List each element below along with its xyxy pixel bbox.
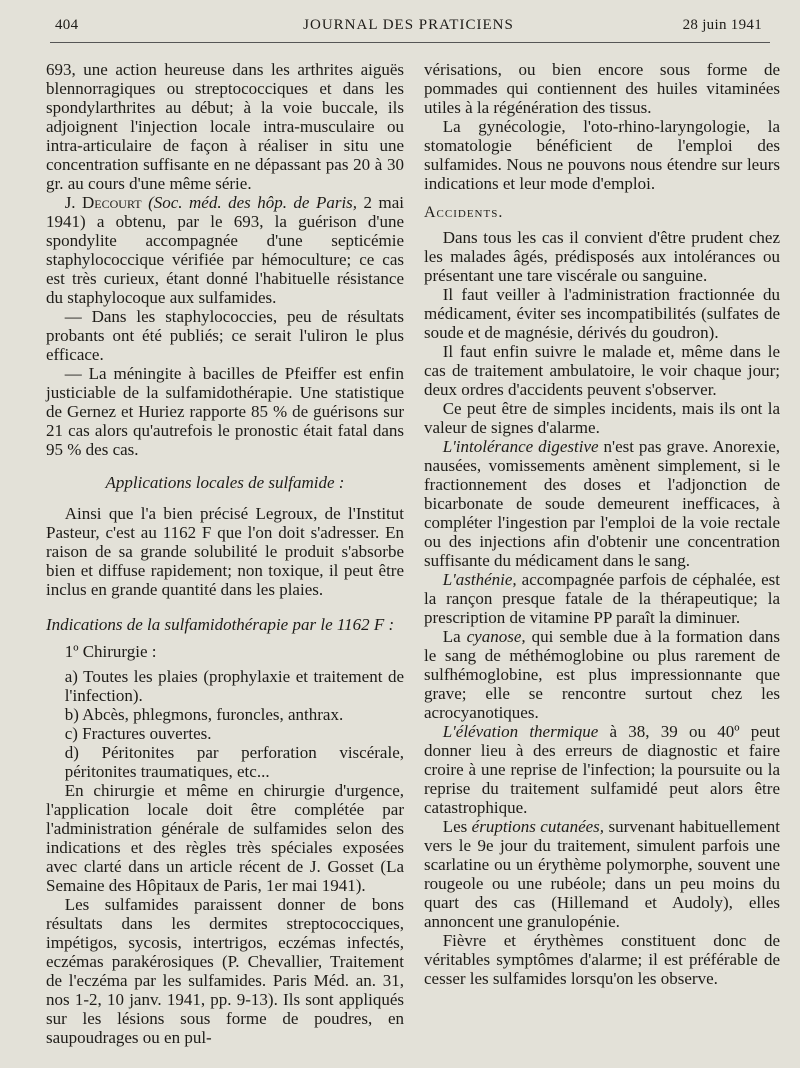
section-heading: Accidents. — [424, 204, 504, 221]
list-item: a) Toutes les plaies (prophylaxie et traitement de l'infection). — [64, 667, 404, 705]
paragraph: L'élévation thermique à 38, 39 ou 40º peut donner lieu à des erreurs de diagnostic et faire croire à une reprise de l'infection; la poursuite ou la reprise du traitement sulfamidé peut alors être catastrophique. — [424, 722, 780, 817]
paragraph: Les éruptions cutanées, survenant habituellement vers le 9e jour du traitement, simulent parfois une scarlatine ou un érythème polymorphe, souvent une rougeole ou une rubéole; dans un peu moins du quart des cas (Hillemand et Audoly), elles annoncent une granulopénie. — [424, 817, 780, 931]
section-heading: Applications locales de sulfamide : — [105, 473, 345, 492]
list-item: b) Abcès, phlegmons, furoncles, anthrax. — [64, 705, 344, 724]
page-header — [55, 17, 762, 39]
paragraph: L'intolérance digestive n'est pas grave. Anorexie, nausées, vomissements amènent simplement, si le fractionnement des doses et l'adjonction de bicarbonate de soude demeurent inefficaces, à compléter l'ingestion par l'emploi de la voie rectale ou des injections afin d'obtenir une concentration suffisante du médicament dans le sang. — [424, 437, 780, 570]
section-heading: Indications de la sulfamidothérapie par le 1162 F : — [46, 615, 395, 634]
paragraph: En chirurgie et même en chirurgie d'urgence, l'application locale doit être complétée par l'administration générale de sulfamides selon des indications et des règles très spéciales exposées avec clarté dans un article récent de J. Gosset (La Semaine des Hôpitaux de Paris, 1er mai 1941). — [46, 781, 404, 895]
paragraph: L'asthénie, accompagnée parfois de céphalée, est la rançon presque fatale de la thérapeutique; la prescription de vitamine PP paraît la diminuer. — [424, 570, 780, 627]
list-item: c) Fractures ouvertes. — [64, 724, 212, 743]
paragraph: 693, une action heureuse dans les arthrites aiguës blennorragiques ou streptococciques et dans les spondylarthrites au début; à la voie buccale, ils adjoignent l'injection locale intra-musculaire ou intra-articulaire de façon à réaliser in situ une concentration suffisante en ne dépassant pas 20 à 30 gr. au cours d'une même série. — [46, 60, 404, 193]
paragraph: Dans tous les cas il convient d'être prudent chez les malades âgés, prédisposés aux intolérances ou présentant une tare viscérale ou sanguine. — [424, 228, 780, 285]
paragraph: Fièvre et érythèmes constituent donc de véritables symptômes d'alarme; il est préférable de cesser les sulfamides lorsqu'on les observe. — [424, 931, 780, 988]
list-heading: 1º Chirurgie : — [64, 642, 157, 661]
paragraph: Ainsi que l'a bien précisé Legroux, de l'Institut Pasteur, c'est au 1162 F que l'on doit s'adresser. En raison de sa grande solubilité le produit s'absorbe bien et diffuse rapidement; non toxique, il peut être inclus en grande quantité dans les plaies. — [46, 504, 404, 599]
issue-date: 28 juin 1941 — [682, 17, 762, 33]
paragraph: La gynécologie, l'oto-rhino-laryngologie, la stomatologie bénéficient de l'emploi des sulfamides. Nous ne pouvons nous étendre sur leurs indications et leur mode d'emploi. — [424, 117, 780, 193]
list-item: d) Péritonites par perforation viscérale, péritonites traumatiques, etc... — [64, 743, 404, 781]
term: L'intolérance digestive — [442, 437, 599, 456]
paragraph: — La méningite à bacilles de Pfeiffer est enfin justiciable de la sulfamidothérapie. Une statistique de Gernez et Huriez rapporte 85 % de guérisons sur 21 cas alors qu'autrefois le pronostic était fatal dans 95 % des cas. — [46, 364, 404, 459]
paragraph: Les sulfamides paraissent donner de bons résultats dans les dermites streptococciques, impétigos, sycosis, intertrigos, eczémas infectés, eczémas parakérosiques (P. Chevallier, Traitement de l'eczéma par les sulfamides. Paris Méd. an. 31, nos 1-2, 10 janv. 1941, pp. 9-13). Ils sont appliqués sur les lésions sous forme de poudres, en saupoudrages ou en pul- — [46, 895, 404, 1047]
journal-title: JOURNAL DES PRATICIENS — [303, 17, 514, 33]
paragraph: vérisations, ou bien encore sous forme de pommades qui contiennent des huiles vitaminées utiles à la régénération des tissus. — [424, 60, 780, 117]
author-name: J. Decourt — [64, 193, 142, 212]
citation: (Soc. méd. des hôp. de Paris, — [148, 193, 358, 212]
term: L'asthénie, — [442, 570, 517, 589]
paragraph: Il faut veiller à l'administration fractionnée du médicament, éviter ses incompatibilités (sulfates de soude et de magnésie, dérivés du goudron). — [424, 285, 780, 342]
term: L'élévation thermique — [442, 722, 599, 741]
paragraph: Ce peut être de simples incidents, mais ils ont la valeur de signes d'alarme. — [424, 399, 780, 437]
left-column — [46, 60, 404, 1047]
term: éruptions cutanées, — [471, 817, 605, 836]
paragraph: La cyanose, qui semble due à la formation dans le sang de méthémoglobine ou plus rarement de sulfhémoglobine, est plus impressionnante que grave; elle se rencontre surtout chez les acrocyanotiques. — [424, 627, 780, 722]
header-rule — [50, 42, 770, 43]
right-column — [424, 60, 780, 988]
page-number: 404 — [55, 17, 79, 33]
paragraph: — Dans les staphylococcies, peu de résultats probants ont été publiés; ce serait l'uliron le plus efficace. — [46, 307, 404, 364]
paragraph: Il faut enfin suivre le malade et, même dans le cas de traitement ambulatoire, le voir chaque jour; deux ordres d'accidents peuvent s'observer. — [424, 342, 780, 399]
term: cyanose, — [466, 627, 526, 646]
paragraph: J. Decourt (Soc. méd. des hôp. de Paris, 2 mai 1941) a obtenu, par le 693, la guérison d'une spondylite accompagnée d'une septicémie staphylococcique vérifiée par hémoculture; ce cas est très curieux, étant donné l'habituelle résistance du staphylocoque aux sulfamides. — [46, 193, 405, 307]
